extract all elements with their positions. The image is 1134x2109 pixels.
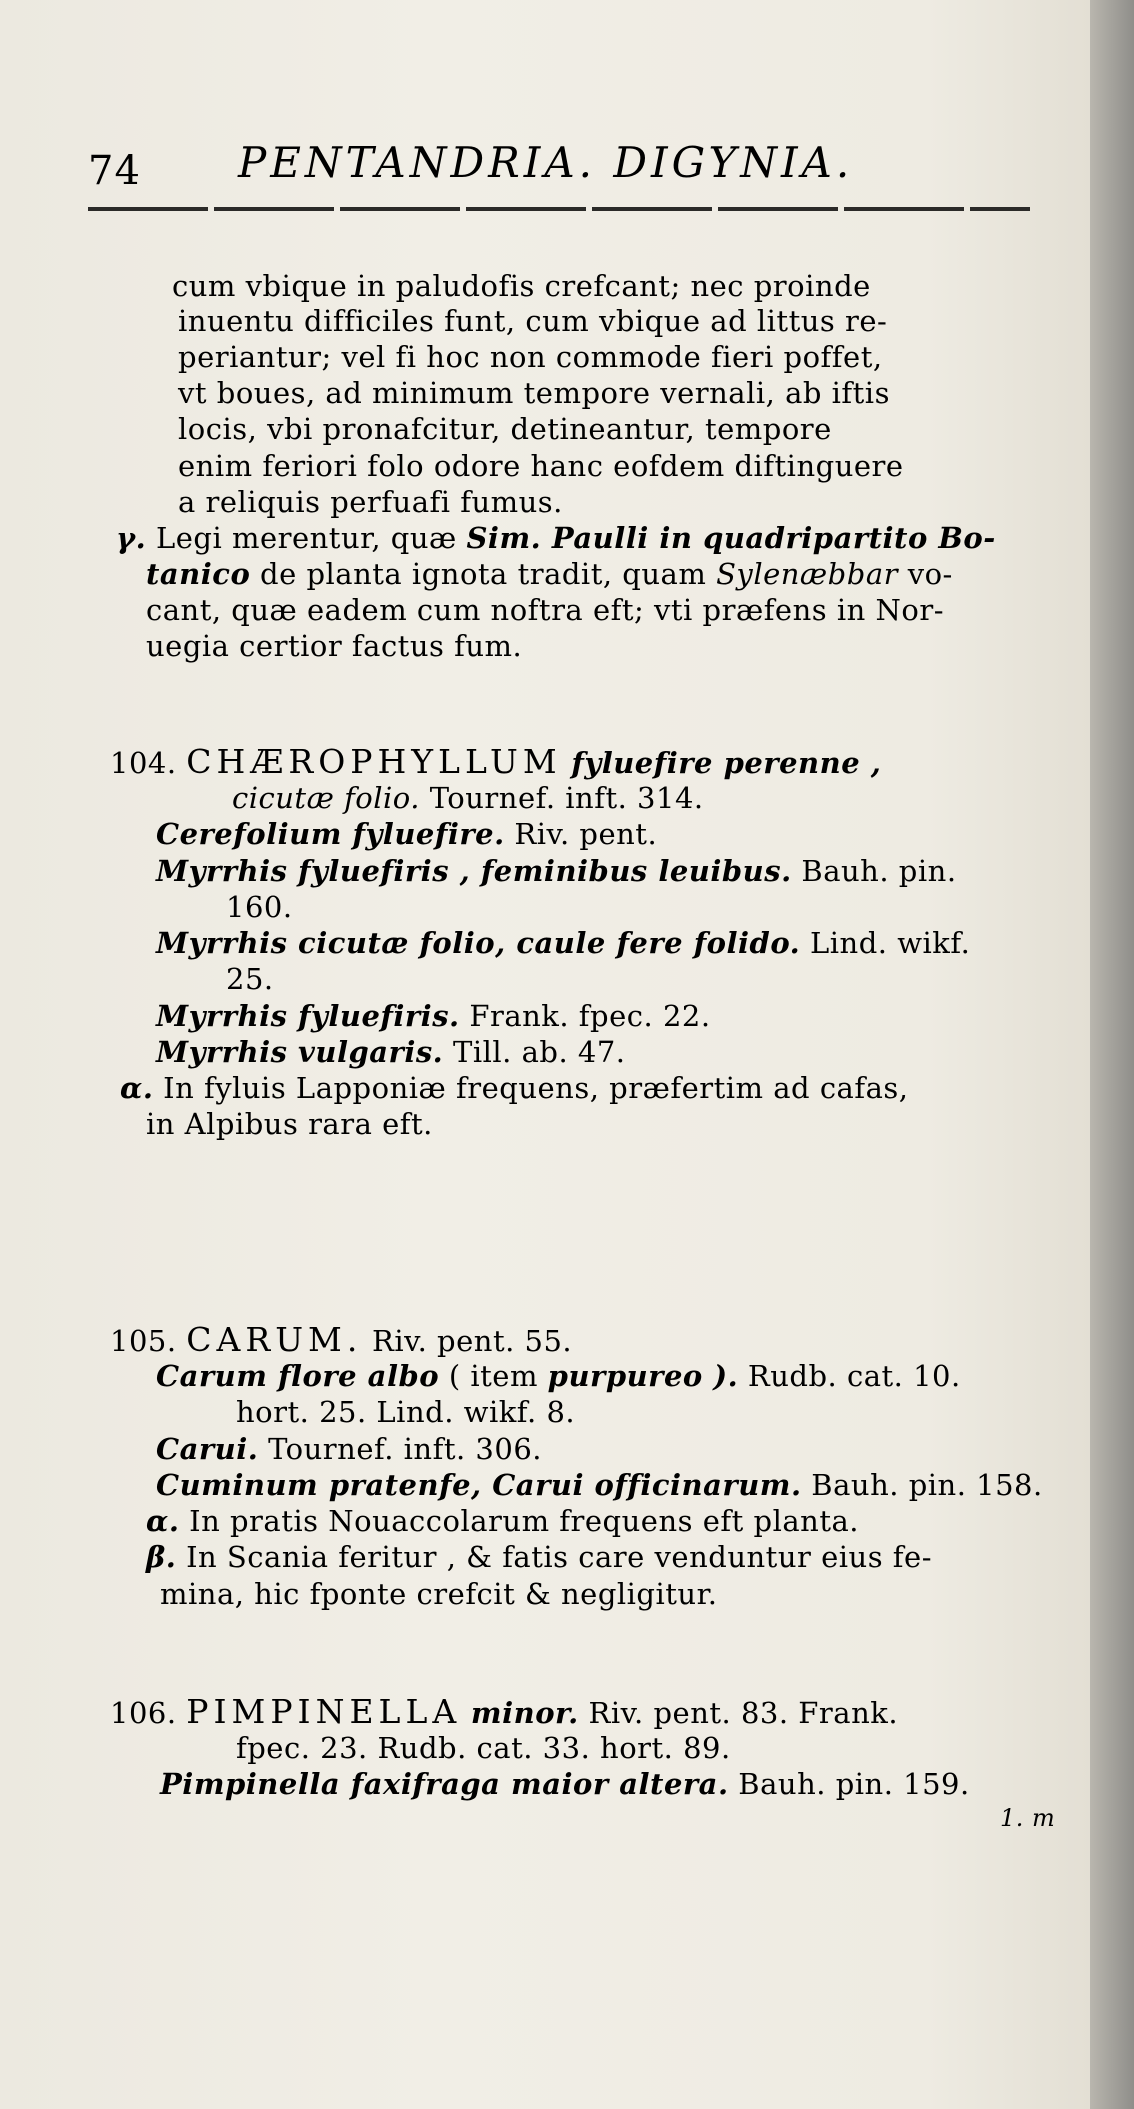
header-rule (88, 207, 1030, 211)
entry-reference: Riv. pent. 83. Frank. (588, 1696, 899, 1730)
entry-reference: Tournef. inft. 314. (429, 781, 704, 815)
synonym-name: Carum flore albo (156, 1359, 440, 1393)
note-text: In pratis Nouaccolarum frequens eft planta. (189, 1504, 859, 1538)
synonym-name: Myrrhis cicutæ folio, caule fere folido. (156, 926, 801, 960)
note-line (146, 1539, 932, 1575)
entry-heading-105 (110, 1322, 572, 1359)
synonym-name: Pimpinella faxifraga maior altera. (160, 1767, 729, 1801)
entry-number: 104. (110, 746, 177, 780)
synonym-reference: Riv. pent. (514, 817, 658, 851)
page-edge-shadow (1090, 0, 1134, 2109)
synonym-reference: Frank. fpec. 22. (469, 999, 711, 1033)
note-text: Legi merentur, quæ (155, 521, 457, 555)
catchword: 1. m (1000, 1804, 1056, 1832)
entry-number: 106. (110, 1696, 177, 1730)
text-line: cum vbique in paludofis crefcant; nec proinde (172, 269, 871, 303)
synonym-line (156, 1467, 1043, 1503)
entry-genus: CARUM. (186, 1320, 363, 1359)
note-line (146, 1503, 859, 1539)
synonym-line (160, 1766, 970, 1802)
synonym-name: Myrrhis fyluefiris. (156, 999, 460, 1033)
entry-genus: PIMPINELLA (186, 1692, 462, 1731)
entry-reference: Riv. pent. 55. (372, 1324, 573, 1358)
note-text: In fyluis Lapponiæ frequens, præfertim ad cafas, (163, 1071, 909, 1105)
synonym-name: Myrrhis vulgaris. (156, 1035, 444, 1069)
entry-line (232, 780, 704, 816)
note-gamma-line (116, 520, 996, 556)
synonym-name: purpureo ). (547, 1359, 739, 1393)
entry-epithet: fyluefire perenne , (571, 746, 882, 780)
note-line: in Alpibus rara eft. (146, 1107, 433, 1141)
synonym-reference: Rudb. cat. 10. (747, 1359, 961, 1393)
synonym-line (156, 853, 957, 889)
note-symbol: γ. (116, 521, 147, 555)
synonym-text: ( item (448, 1359, 538, 1393)
text-line: periantur; vel fi hoc non commode fieri poffet, (178, 340, 883, 374)
synonym-line (156, 1034, 626, 1070)
text-line: inuentu difficiles funt, cum vbique ad littus re- (178, 304, 888, 338)
note-symbol: α. (120, 1071, 154, 1105)
synonym-reference: Lind. wikf. (809, 926, 971, 960)
note-line (120, 1070, 908, 1106)
text-line: vt boues, ad minimum tempore vernali, ab iftis (178, 376, 890, 410)
entry-heading-104 (110, 744, 881, 781)
synonym-reference: Bauh. pin. 159. (738, 1767, 970, 1801)
note-gamma-line: cant, quæ eadem cum noftra eft; vti præfens in Nor- (146, 593, 945, 627)
entry-epithet: cicutæ folio. (232, 781, 420, 815)
entry-number: 105. (110, 1324, 177, 1358)
synonym-reference: Bauh. pin. (801, 854, 957, 888)
page-header (88, 138, 1028, 198)
synonym-line-cont: 25. (226, 962, 274, 996)
entry-heading-106 (110, 1694, 898, 1731)
synonym-line (156, 816, 657, 852)
synonym-reference: Till. ab. 47. (453, 1035, 626, 1069)
synonym-line (156, 1358, 961, 1394)
synonym-line (156, 1431, 542, 1467)
synonym-line (156, 998, 711, 1034)
note-symbol: β. (146, 1540, 177, 1574)
entry-line: fpec. 23. Rudb. cat. 33. hort. 89. (236, 1731, 731, 1765)
text-line: a reliquis perfuafi fumus. (178, 485, 563, 519)
note-symbol: α. (146, 1504, 180, 1538)
note-text: In Scania feritur , & fatis care venduntur eius fe- (186, 1540, 932, 1574)
text-line: locis, vbi pronafcitur, detineantur, tempore (178, 412, 832, 446)
entry-epithet: minor. (470, 1696, 579, 1730)
entry-genus: CHÆROPHYLLUM (186, 742, 562, 781)
note-line: mina, hic fponte crefcit & negligitur. (160, 1577, 718, 1611)
synonym-line-cont: 160. (226, 890, 293, 924)
note-plant-name: Sylenæbbar (716, 557, 898, 591)
synonym-reference: Bauh. pin. 158. (811, 1468, 1043, 1502)
running-title: PENTANDRIA. DIGYNIA. (238, 138, 854, 187)
note-text: vo- (907, 557, 953, 591)
note-gamma-line: uegia certior factus fum. (146, 629, 523, 663)
note-citation: Sim. Paulli in quadripartito Bo- (466, 521, 996, 555)
note-citation: tanico (146, 557, 251, 591)
text-line: enim feriori folo odore hanc eofdem diftinguere (178, 449, 904, 483)
page-number: 74 (88, 148, 141, 194)
synonym-reference: Tournef. inft. 306. (268, 1432, 542, 1466)
note-text: de planta ignota tradit, quam (260, 557, 707, 591)
synonym-line-cont: hort. 25. Lind. wikf. 8. (236, 1395, 576, 1429)
note-gamma-line (146, 556, 953, 592)
synonym-name: Cuminum pratenfe, Carui officinarum. (156, 1468, 802, 1502)
synonym-line (156, 925, 970, 961)
synonym-name: Carui. (156, 1432, 259, 1466)
synonym-name: Cerefolium fyluefire. (156, 817, 505, 851)
synonym-name: Myrrhis fyluefiris , feminibus leuibus. (156, 854, 792, 888)
